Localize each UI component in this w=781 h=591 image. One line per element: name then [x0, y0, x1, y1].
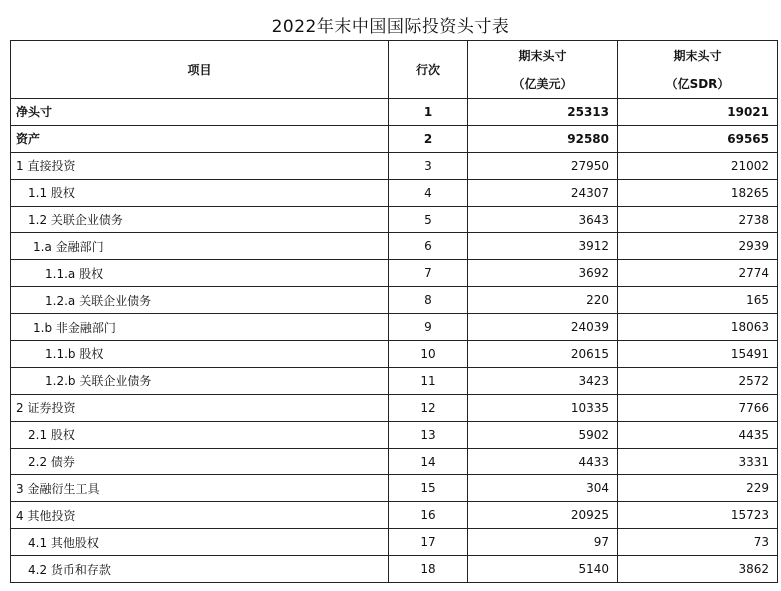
row-item-name: 1.a 金融部门 [11, 233, 389, 260]
row-item-name: 1 直接投资 [11, 152, 389, 179]
table-row [11, 529, 778, 556]
row-sdr-value: 19021 [618, 99, 778, 126]
row-item-name: 1.2 关联企业债务 [11, 206, 389, 233]
row-sdr-value: 7766 [618, 394, 778, 421]
table-row [11, 556, 778, 583]
row-line-number: 9 [389, 314, 468, 341]
row-line-number: 1 [389, 99, 468, 126]
row-usd-value: 27950 [468, 152, 618, 179]
row-line-number: 14 [389, 448, 468, 475]
row-line-number: 13 [389, 421, 468, 448]
row-sdr-value: 18265 [618, 179, 778, 206]
table-row [11, 99, 778, 126]
row-line-number: 2 [389, 125, 468, 152]
row-item-name: 资产 [11, 125, 389, 152]
row-item-name: 4.2 货币和存款 [11, 556, 389, 583]
row-line-number: 8 [389, 287, 468, 314]
iip-table [10, 40, 778, 583]
row-sdr-value: 69565 [618, 125, 778, 152]
row-usd-value: 3692 [468, 260, 618, 287]
header-sdr-line2: （亿SDR） [665, 76, 730, 91]
row-usd-value: 20925 [468, 502, 618, 529]
table-row [11, 394, 778, 421]
row-usd-value: 3912 [468, 233, 618, 260]
row-sdr-value: 18063 [618, 314, 778, 341]
table-row [11, 206, 778, 233]
page-title: 2022年末中国国际投资头寸表 [271, 17, 510, 37]
table-row [11, 152, 778, 179]
row-sdr-value: 2572 [618, 367, 778, 394]
table-row [11, 421, 778, 448]
row-item-name: 1.b 非金融部门 [11, 314, 389, 341]
row-line-number: 3 [389, 152, 468, 179]
row-sdr-value: 2939 [618, 233, 778, 260]
row-item-name: 4 其他投资 [11, 502, 389, 529]
header-item: 项目 [11, 41, 389, 99]
row-line-number: 7 [389, 260, 468, 287]
table-row [11, 260, 778, 287]
row-usd-value: 5902 [468, 421, 618, 448]
header-usd [468, 41, 618, 99]
row-item-name: 2.2 债券 [11, 448, 389, 475]
table-row [11, 179, 778, 206]
row-line-number: 15 [389, 475, 468, 502]
row-sdr-value: 21002 [618, 152, 778, 179]
table-row [11, 475, 778, 502]
header-sdr [618, 41, 778, 99]
row-sdr-value: 73 [618, 529, 778, 556]
row-item-name: 1.1.b 股权 [11, 341, 389, 368]
row-usd-value: 10335 [468, 394, 618, 421]
table-body [11, 99, 778, 583]
row-usd-value: 5140 [468, 556, 618, 583]
row-sdr-value: 165 [618, 287, 778, 314]
header-usd-line2: （亿美元） [512, 76, 573, 91]
row-line-number: 10 [389, 341, 468, 368]
table-row [11, 448, 778, 475]
row-usd-value: 97 [468, 529, 618, 556]
row-usd-value: 3423 [468, 367, 618, 394]
table-row [11, 367, 778, 394]
table-row [11, 287, 778, 314]
row-usd-value: 25313 [468, 99, 618, 126]
row-sdr-value: 2774 [618, 260, 778, 287]
row-item-name: 3 金融衍生工具 [11, 475, 389, 502]
row-usd-value: 304 [468, 475, 618, 502]
row-item-name: 1.1 股权 [11, 179, 389, 206]
row-item-name: 1.1.a 股权 [11, 260, 389, 287]
row-line-number: 12 [389, 394, 468, 421]
table-header-row [11, 41, 778, 99]
table-row [11, 341, 778, 368]
row-sdr-value: 4435 [618, 421, 778, 448]
row-item-name: 2.1 股权 [11, 421, 389, 448]
row-sdr-value: 229 [618, 475, 778, 502]
table-row [11, 502, 778, 529]
row-sdr-value: 15723 [618, 502, 778, 529]
row-sdr-value: 15491 [618, 341, 778, 368]
row-sdr-value: 3862 [618, 556, 778, 583]
row-usd-value: 24307 [468, 179, 618, 206]
row-item-name: 2 证券投资 [11, 394, 389, 421]
row-line-number: 11 [389, 367, 468, 394]
row-usd-value: 20615 [468, 341, 618, 368]
row-item-name: 1.2.b 关联企业债务 [11, 367, 389, 394]
row-item-name: 4.1 其他股权 [11, 529, 389, 556]
header-usd-line1: 期末头寸 [518, 48, 567, 63]
row-line-number: 16 [389, 502, 468, 529]
row-line-number: 4 [389, 179, 468, 206]
row-line-number: 6 [389, 233, 468, 260]
row-line-number: 18 [389, 556, 468, 583]
table-row [11, 233, 778, 260]
row-sdr-value: 3331 [618, 448, 778, 475]
row-sdr-value: 2738 [618, 206, 778, 233]
row-usd-value: 220 [468, 287, 618, 314]
header-line: 行次 [389, 41, 468, 99]
row-usd-value: 4433 [468, 448, 618, 475]
row-item-name: 净头寸 [11, 99, 389, 126]
table-row [11, 125, 778, 152]
row-usd-value: 3643 [468, 206, 618, 233]
row-usd-value: 92580 [468, 125, 618, 152]
row-line-number: 17 [389, 529, 468, 556]
row-usd-value: 24039 [468, 314, 618, 341]
row-item-name: 1.2.a 关联企业债务 [11, 287, 389, 314]
row-line-number: 5 [389, 206, 468, 233]
table-row [11, 314, 778, 341]
header-sdr-line1: 期末头寸 [673, 48, 722, 63]
